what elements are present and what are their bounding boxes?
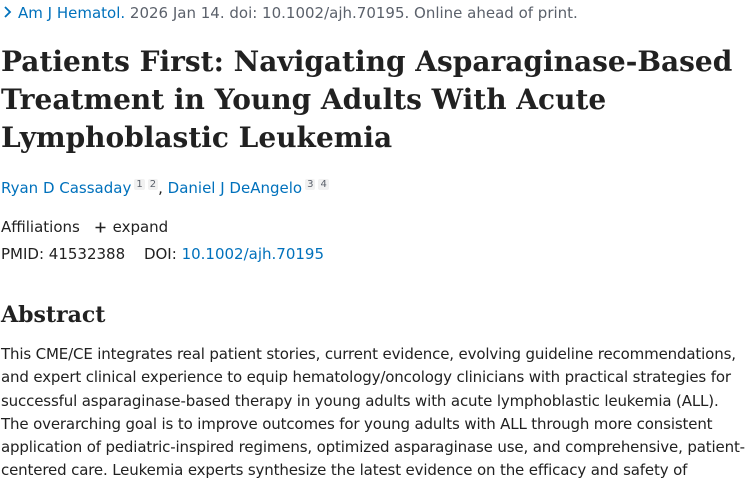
doi-link[interactable]: 10.1002/ajh.70195 <box>181 245 324 263</box>
affiliation-ref[interactable]: 2 <box>149 179 157 190</box>
affiliations-row <box>1 216 168 238</box>
author-list <box>1 177 329 199</box>
author-link[interactable]: Daniel J DeAngelo <box>167 179 303 197</box>
article-title: Patients First: Navigating Asparaginase-Based Treatment in Young Adults With Acute Lymphoblastic Leukemia <box>1 45 733 154</box>
abstract-text: This CME/CE integrates real patient stories, current evidence, evolving guideline recommendations, and expert clinical experience to equip hematology/oncology clinicians with practical strategies for successful asparaginase-based therapy in young adults with acute lymphoblastic leukemia (ALL). The overarching goal is to improve outcomes for young adults with ALL through more consistent application of pediatric-inspired regimens, optimized asparaginase use, and comprehensive, patient-centered care. Leukemia experts synthesize the latest evidence on the efficacy and safety of <box>1 345 745 480</box>
plus-icon <box>95 217 106 228</box>
affiliation-ref[interactable]: 1 <box>136 179 143 190</box>
affiliations-label: Affiliations <box>1 218 80 236</box>
pmid-value: 41532388 <box>48 245 126 263</box>
affiliation-ref[interactable]: 4 <box>320 179 327 190</box>
chevron-right-icon[interactable] <box>2 4 14 18</box>
citation-line <box>2 3 578 23</box>
pmid-label: PMID: <box>1 245 45 263</box>
abstract-heading: Abstract <box>1 302 106 328</box>
affiliation-ref[interactable]: 3 <box>307 179 314 190</box>
journal-link[interactable]: Am J Hematol. <box>18 4 126 22</box>
expand-affiliations-button[interactable] <box>95 218 169 236</box>
citation-details: 2026 Jan 14. doi: 10.1002/ajh.70195. Online ahead of print. <box>125 4 578 22</box>
identifiers-row <box>1 243 324 265</box>
doi-label: DOI: <box>143 245 177 263</box>
expand-label: expand <box>112 218 169 236</box>
author-separator: , <box>158 179 163 197</box>
author-link[interactable]: Ryan D Cassaday <box>1 179 132 197</box>
